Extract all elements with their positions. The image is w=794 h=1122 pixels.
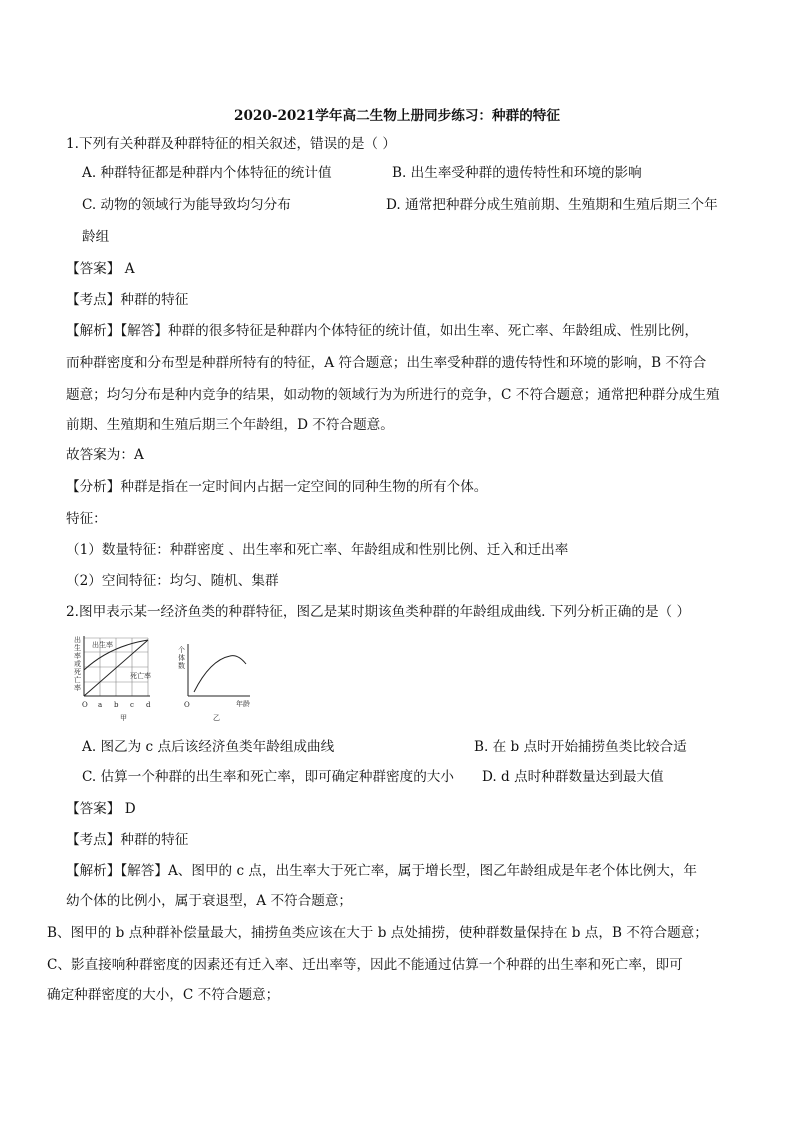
q1-option-d-cont: 龄组 <box>82 229 110 245</box>
q2-option-d: D. d 点时种群数量达到最大值 <box>482 769 664 785</box>
figure-jia-tick-b: b <box>114 701 119 709</box>
figure-yi-caption: 乙 <box>213 714 220 722</box>
vertical-label-char: 出 <box>74 636 81 644</box>
q1-feature-2: （2）空间特征：均匀、随机、集群 <box>66 573 279 589</box>
figure-jia-tick-o: O <box>82 701 88 709</box>
q1-jiexi-line2: 而种群密度和分布型是种群所特有的特征，A 符合题意；出生率受种群的遗传特性和环境的影响，B 不符合 <box>66 355 707 371</box>
q1-option-b: B. 出生率受种群的遗传特性和环境的影响 <box>392 165 642 181</box>
figure-yi-origin: O <box>184 701 190 709</box>
vertical-label-char: 个 <box>178 646 185 654</box>
q1-fenxi: 【分析】种群是指在一定时间内占据一定空间的同种生物的所有个体。 <box>66 479 488 495</box>
figure-jia-birth-label: 出生率 <box>92 641 113 649</box>
figure-jia-ylabel <box>74 635 81 692</box>
figure-jia-death-label: 死亡率 <box>130 672 151 680</box>
vertical-label-char: 数 <box>178 662 185 670</box>
vertical-label-char: 生 <box>74 644 81 652</box>
q1-jiexi-line1: 【解析】【解答】种群的很多特征是种群内个体特征的统计值，如出生率、死亡率、年龄组成、性别比例， <box>66 323 699 339</box>
q1-feature-1: （1）数量特征：种群密度 、出生率和死亡率、年龄组成和性别比例、迁入和迁出率 <box>66 542 569 558</box>
page-title: 2020-2021学年高二生物上册同步练习：种群的特征 <box>234 108 560 124</box>
vertical-label-char: 死 <box>74 668 81 676</box>
figure-jia-caption: 甲 <box>120 714 127 722</box>
figure-yi-ylabel <box>178 645 185 670</box>
q2-jiexi-line4: C、影直接响种群密度的因素还有迁入率、迁出率等，因此不能通过估算一个种群的出生率和死亡率，即可 <box>47 957 683 973</box>
vertical-label-char: 率 <box>74 652 81 660</box>
figure-yi-curve <box>194 656 246 692</box>
q2-figure-svg <box>70 630 290 726</box>
q1-kaodian: 【考点】种群的特征 <box>66 292 189 308</box>
q1-jiexi-line4: 前期、生殖期和生殖后期三个年龄组，D 不符合题意。 <box>66 417 394 433</box>
figure-jia-tick-c: c <box>130 701 134 709</box>
q2-kaodian: 【考点】种群的特征 <box>66 832 189 848</box>
q1-final-answer: 故答案为：A <box>66 447 144 463</box>
figure-jia <box>74 635 151 722</box>
q2-jiexi-line1: 【解析】【解答】A、图甲的 c 点，出生率大于死亡率，属于增长型，图乙年龄组成是年老个体比例大，年 <box>66 863 697 879</box>
q2-answer: 【答案】 D <box>66 801 136 817</box>
q1-option-c: C. 动物的领域行为能导致均匀分布 <box>82 197 291 213</box>
q1-stem: 1.下列有关种群及种群特征的相关叙述，错误的是（ ） <box>66 136 396 152</box>
q2-option-b: B. 在 b 点时开始捕捞鱼类比较合适 <box>474 739 687 755</box>
q1-option-a: A. 种群特征都是种群内个体特征的统计值 <box>82 165 332 181</box>
q1-jiexi-line3: 题意；均匀分布是种内竞争的结果，如动物的领域行为为所进行的竞争，C 不符合题意；通常把种群分成生殖 <box>66 387 720 403</box>
figure-yi <box>178 644 250 722</box>
q2-option-a: A. 图乙为 c 点后该经济鱼类年龄组成曲线 <box>82 739 335 755</box>
q1-answer: 【答案】 A <box>66 261 135 277</box>
figure-yi-xlabel: 年龄 <box>236 700 250 708</box>
vertical-label-char: 亡 <box>74 676 81 684</box>
vertical-label-char: 或 <box>74 660 81 668</box>
q2-jiexi-line5: 确定种群密度的大小，C 不符合题意； <box>47 987 280 1003</box>
q2-jiexi-line3: B、图甲的 b 点种群补偿量最大，捕捞鱼类应该在大于 b 点处捕捞，使种群数量保持在 b 点，B 不符合题意； <box>47 925 708 941</box>
vertical-label-char: 体 <box>178 654 185 662</box>
q2-stem: 2.图甲表示某一经济鱼类的种群特征，图乙是某时期该鱼类种群的年龄组成曲线. 下列分析正确的是（ ） <box>66 604 691 620</box>
figure-jia-tick-d: d <box>146 701 151 709</box>
q1-tezheng: 特征： <box>66 511 107 527</box>
vertical-label-char: 率 <box>74 684 81 692</box>
q1-option-d: D. 通常把种群分成生殖前期、生殖期和生殖后期三个年 <box>386 197 718 213</box>
figure-jia-tick-a: a <box>98 701 103 709</box>
q2-figures <box>70 630 290 730</box>
q2-option-c: C. 估算一个种群的出生率和死亡率，即可确定种群密度的大小 <box>82 769 454 785</box>
q2-jiexi-line2: 幼个体的比例小，属于衰退型，A 不符合题意； <box>66 893 353 909</box>
